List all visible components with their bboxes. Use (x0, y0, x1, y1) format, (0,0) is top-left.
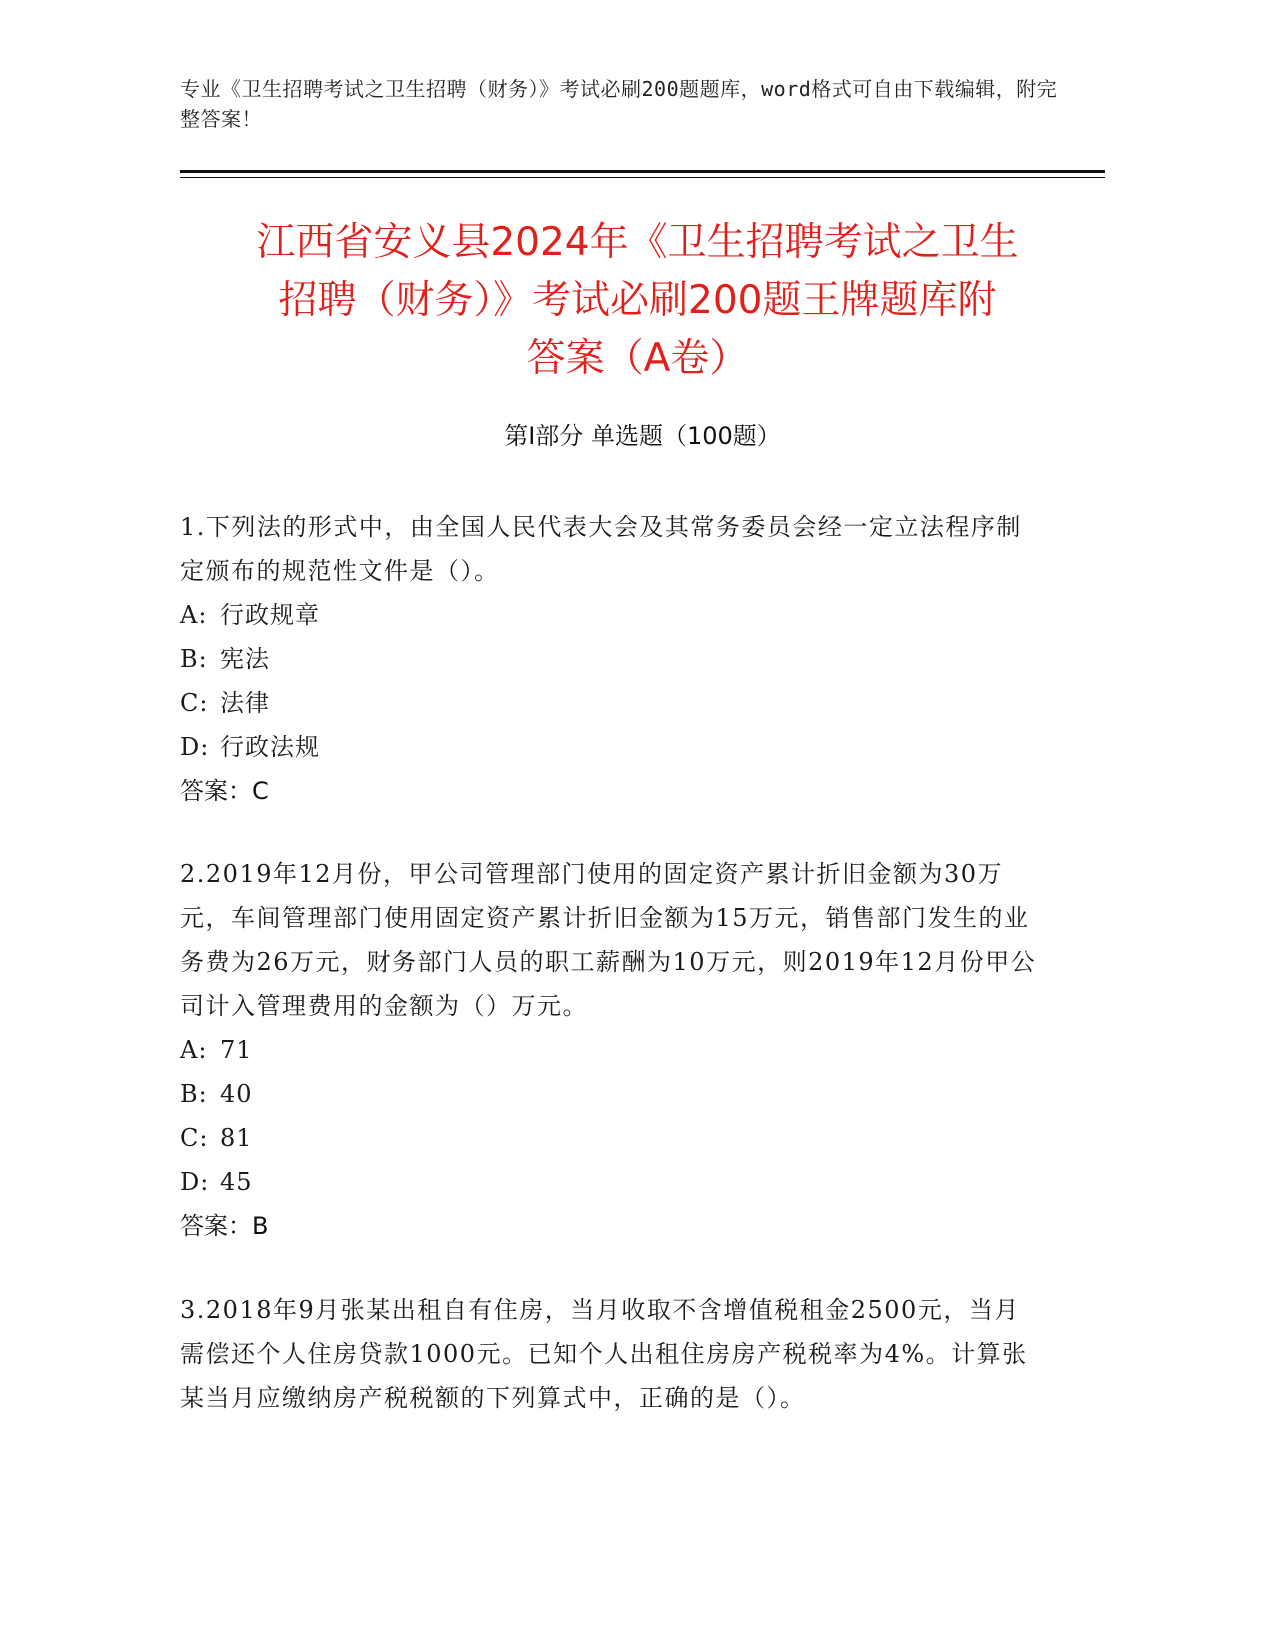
option-text: 宪法 (220, 645, 270, 673)
option-text: 行政法规 (220, 733, 320, 761)
answer: 答案：C (180, 777, 269, 805)
question-2 (180, 852, 1040, 1248)
option-text: 81 (220, 1124, 253, 1152)
option-text: 40 (220, 1080, 253, 1108)
section-title: 第Ⅰ部分 单选题（100题） (504, 422, 781, 450)
option-d (180, 1160, 1040, 1204)
option-key: A: (180, 1036, 208, 1064)
option-key: C: (180, 689, 209, 717)
title-line: 江西省安义县2024年《卫生招聘考试之卫生 (256, 220, 1019, 265)
option-key: B: (180, 1080, 208, 1108)
option-key: B: (180, 645, 208, 673)
title-line: 答案（A卷） (526, 336, 749, 381)
option-c (180, 681, 1040, 725)
option-key: C: (180, 1124, 209, 1152)
option-a (180, 1028, 1040, 1072)
option-text: 45 (220, 1168, 253, 1196)
option-text: 行政规章 (220, 601, 320, 629)
option-key: A: (180, 601, 208, 629)
option-b (180, 1072, 1040, 1116)
header-divider-thick (180, 170, 1105, 173)
option-c (180, 1116, 1040, 1160)
title-line: 招聘（财务）》考试必刷200题王牌题库附 (278, 278, 997, 323)
question-stem: 3.2018年9月张某出租自有住房，当月收取不含增值税租金2500元，当月需偿还个人住房贷款1000元。已知个人出租住房房产税税率为4%。计算张某当月应缴纳房产税税额的下列算式中，正确的是（）。 (180, 1296, 1028, 1412)
question-stem: 2.2019年12月份，甲公司管理部门使用的固定资产累计折旧金额为30万元，车间管理部门使用固定资产累计折旧金额为15万元，销售部门发生的业务费为26万元，财务部门人员的职工薪酬为10万元，则2019年12月份甲公司计入管理费用的金额为（）万元。 (180, 860, 1037, 1020)
answer: 答案：B (180, 1212, 269, 1240)
option-key: D: (180, 1168, 210, 1196)
intro-text: 专业《卫生招聘考试之卫生招聘（财务）》考试必刷200题题库，word格式可自由下载编辑，附完整答案！ (180, 77, 1058, 131)
option-b (180, 637, 1040, 681)
option-key: D: (180, 733, 210, 761)
option-text: 71 (220, 1036, 253, 1064)
question-3 (180, 1288, 1040, 1420)
document-title (150, 214, 1125, 388)
question-stem: 1.下列法的形式中，由全国人民代表大会及其常务委员会经一定立法程序制定颁布的规范性文件是（）。 (180, 513, 1022, 585)
option-text: 法律 (220, 689, 270, 717)
header-divider-thin (180, 177, 1105, 178)
option-d (180, 725, 1040, 769)
question-1 (180, 505, 1040, 813)
option-a (180, 593, 1040, 637)
